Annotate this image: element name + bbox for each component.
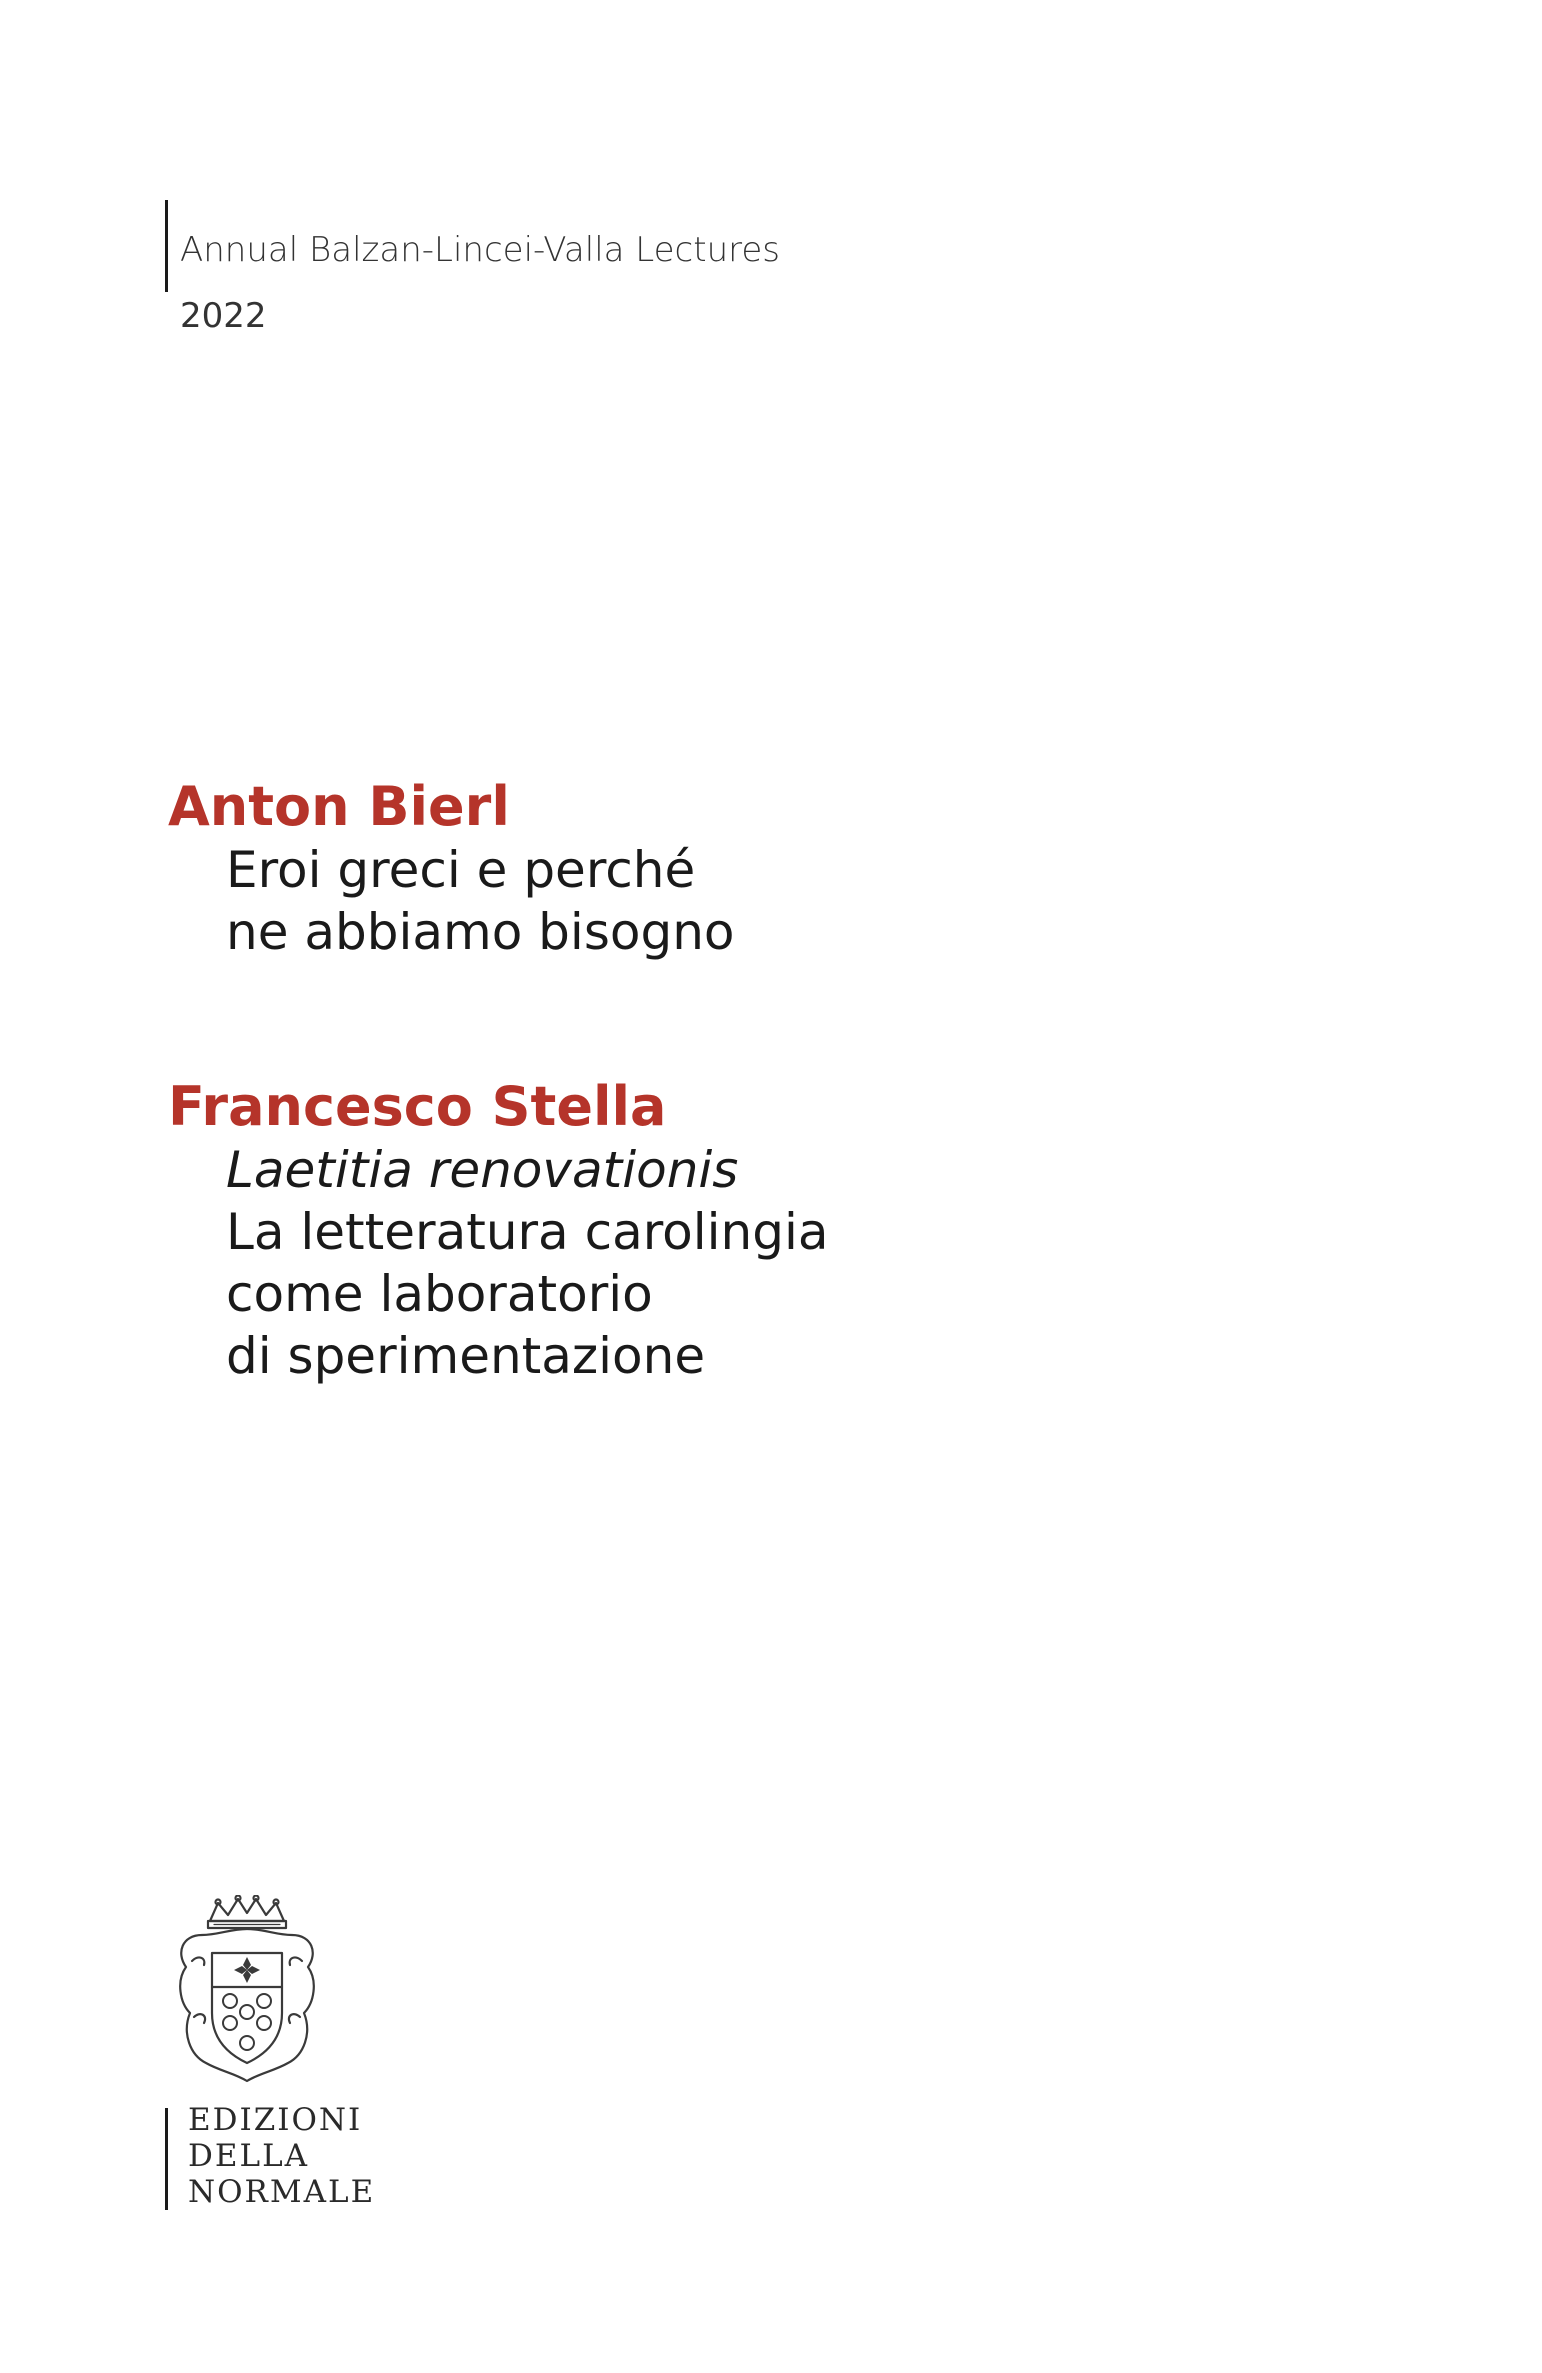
series-year: 2022	[180, 296, 267, 336]
publisher-divider	[165, 2108, 168, 2210]
contribution-bierl	[168, 775, 734, 963]
title-line: come laboratorio	[226, 1265, 653, 1323]
publisher-line: NORMALE	[188, 2174, 376, 2210]
author-name: Anton Bierl	[168, 775, 510, 838]
series-divider	[165, 200, 168, 292]
title-line-italic: Laetitia renovationis	[226, 1141, 739, 1199]
contribution-title	[226, 1139, 829, 1387]
publisher-name	[188, 2102, 375, 2210]
title-line: di sperimentazione	[226, 1327, 706, 1385]
series-name: Annual Balzan-Lincei-Valla Lectures	[180, 230, 780, 270]
publisher-line: EDIZIONI	[188, 2102, 363, 2138]
contribution-title	[226, 839, 734, 963]
crest-icon	[172, 1895, 322, 2085]
author-name: Francesco Stella	[168, 1075, 667, 1138]
title-line: La letteratura carolingia	[226, 1203, 829, 1261]
contribution-stella	[168, 1075, 829, 1387]
title-line: Eroi greci e perché	[226, 841, 696, 899]
title-line: ne abbiamo bisogno	[226, 903, 735, 961]
publisher-line: DELLA	[188, 2138, 310, 2174]
